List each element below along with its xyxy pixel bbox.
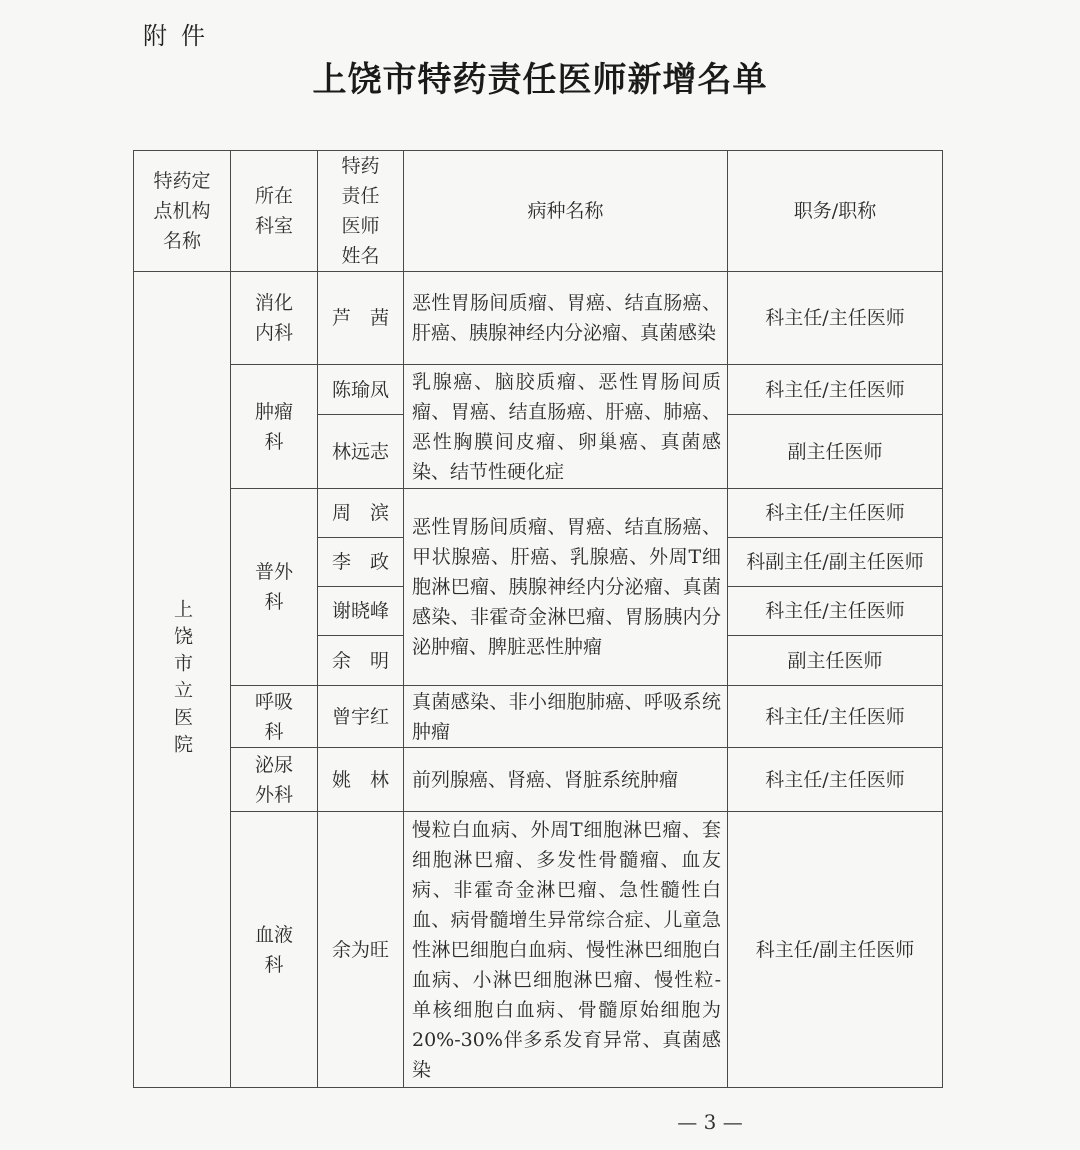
disease-cell: 慢粒白血病、外周T细胞淋巴瘤、套细胞淋巴瘤、多发性骨髓瘤、血友病、非霍奇金淋巴瘤、急性髓性白血、病骨髓增生异常综合症、儿童急性淋巴细胞白血病、慢性淋巴细胞白血病、小淋巴细胞淋巴瘤、慢性粒-单核细胞白血病、骨髓原始细胞为 20%-30%伴多系发育异常、真菌感染 xyxy=(404,812,728,1088)
position-cell: 科主任/主任医师 xyxy=(728,272,943,365)
table-row xyxy=(134,812,943,1088)
header-disease: 病种名称 xyxy=(404,151,728,272)
disease-cell: 恶性胃肠间质瘤、胃癌、结直肠癌、甲状腺癌、肝癌、乳腺癌、外周T细胞淋巴瘤、胰腺神经内分泌瘤、真菌感染、非霍奇金淋巴瘤、胃肠胰内分泌肿瘤、脾脏恶性肿瘤 xyxy=(404,489,728,686)
doctor-cell: 芦 茜 xyxy=(318,272,404,365)
table-row xyxy=(134,272,943,365)
doctor-cell: 余为旺 xyxy=(318,812,404,1088)
table-row xyxy=(134,686,943,748)
page-number xyxy=(0,1110,1080,1134)
position-cell: 科主任/主任医师 xyxy=(728,686,943,748)
table-row xyxy=(134,748,943,812)
position-cell: 科副主任/副主任医师 xyxy=(728,538,943,587)
attachment-label: 附件 xyxy=(143,22,219,50)
position-cell: 副主任医师 xyxy=(728,636,943,686)
department-cell: 普外科 xyxy=(231,489,318,686)
position-cell: 科主任/主任医师 xyxy=(728,587,943,636)
table-header-row xyxy=(134,151,943,272)
position-cell: 科主任/主任医师 xyxy=(728,365,943,415)
position-cell: 科主任/副主任医师 xyxy=(728,812,943,1088)
department-cell: 血液科 xyxy=(231,812,318,1088)
doctor-cell: 李 政 xyxy=(318,538,404,587)
doctor-roster-table xyxy=(133,150,943,1088)
doctor-cell: 姚 林 xyxy=(318,748,404,812)
page-number-text: — 3 — xyxy=(677,1110,743,1134)
institution-cell xyxy=(134,272,231,1088)
disease-cell: 乳腺癌、脑胶质瘤、恶性胃肠间质瘤、胃癌、结直肠癌、肝癌、肺癌、恶性胸膜间皮瘤、卵巢癌、真菌感染、结节性硬化症 xyxy=(404,365,728,489)
header-department: 所在科室 xyxy=(231,151,318,272)
department-cell: 呼吸科 xyxy=(231,686,318,748)
header-doctor: 特药责任医师姓名 xyxy=(318,151,404,272)
doctor-cell: 曾宇红 xyxy=(318,686,404,748)
disease-cell: 前列腺癌、肾癌、肾脏系统肿瘤 xyxy=(404,748,728,812)
department-cell: 泌尿外科 xyxy=(231,748,318,812)
position-cell: 科主任/主任医师 xyxy=(728,748,943,812)
department-cell: 消化内科 xyxy=(231,272,318,365)
doctor-cell: 谢晓峰 xyxy=(318,587,404,636)
table-row xyxy=(134,365,943,415)
position-cell: 科主任/主任医师 xyxy=(728,489,943,538)
page-title: 上饶市特药责任医师新增名单 xyxy=(312,60,768,100)
institution-name: 上饶市立医院 xyxy=(171,598,193,761)
department-cell: 肿瘤科 xyxy=(231,365,318,489)
doctor-cell: 陈瑜凤 xyxy=(318,365,404,415)
header-institution: 特药定点机构名称 xyxy=(134,151,231,272)
header-position: 职务/职称 xyxy=(728,151,943,272)
doctor-cell: 林远志 xyxy=(318,415,404,489)
disease-cell: 真菌感染、非小细胞肺癌、呼吸系统肿瘤 xyxy=(404,686,728,748)
table-row xyxy=(134,489,943,538)
position-cell: 副主任医师 xyxy=(728,415,943,489)
doctor-cell: 余 明 xyxy=(318,636,404,686)
disease-cell: 恶性胃肠间质瘤、胃癌、结直肠癌、肝癌、胰腺神经内分泌瘤、真菌感染 xyxy=(404,272,728,365)
doctor-cell: 周 滨 xyxy=(318,489,404,538)
